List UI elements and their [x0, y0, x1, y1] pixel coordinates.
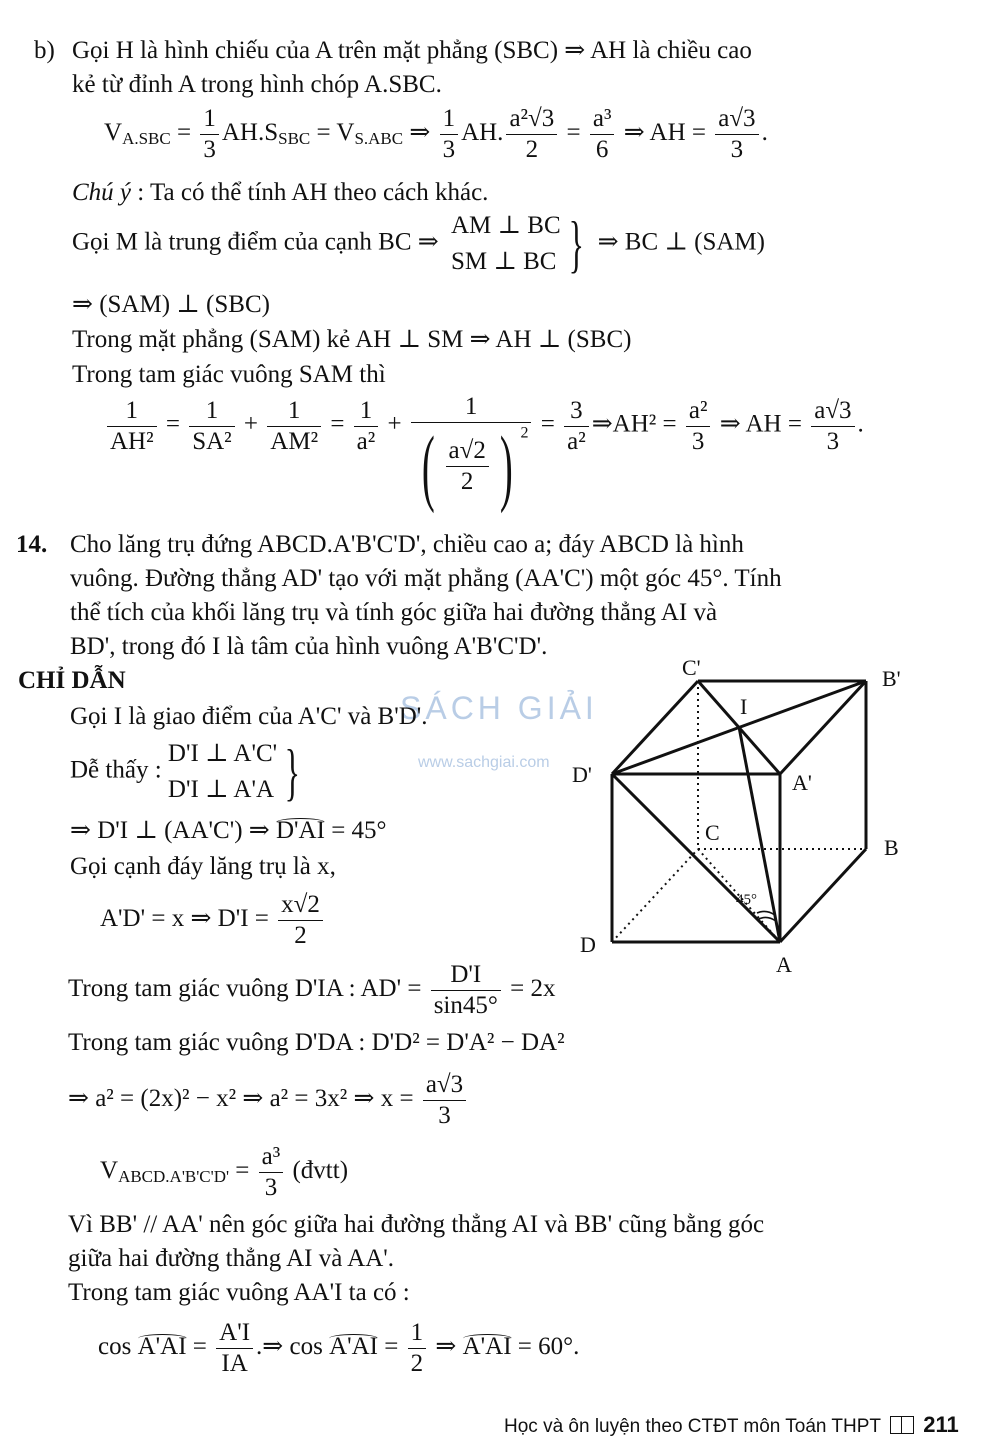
problem-line-1: Cho lăng trụ đứng ABCD.A'B'C'D', chiều cao a; đáy ABCD là hình	[70, 531, 744, 558]
watermark-logo: SÁCH GIẢI	[400, 690, 598, 726]
guide-parallel-line-2: giữa hai đường thẳng AI và AA'.	[68, 1245, 395, 1272]
guide-x-equation: ⇒ a² = (2x)² − x² ⇒ a² = 3x² ⇒ x = $\frac{a√3}{3}$	[68, 1070, 469, 1131]
guide-angle-line: ⇒ D'I ⊥ (AA'C') ⇒ D'AI = 45°	[70, 817, 387, 844]
label-angle-45: 45°	[736, 892, 757, 908]
guide-easy-see: Dễ thấy : D'I ⊥ A'C' D'I ⊥ A'A }	[70, 736, 301, 807]
guide-ad-equation: Trong tam giác vuông D'IA : AD' = $\frac{D'I}{\sin 45^\circ}$ = 2x	[68, 961, 556, 1019]
problem-line-2: vuông. Đường thẳng AD' tạo với mặt phẳng (AA'C') một góc 45°. Tính	[70, 565, 782, 592]
angle-arc-1	[757, 911, 775, 915]
guide-cos-equation: cos A'AI = $\frac{A'I}{IA}$ .⇒ cos A'AI = $\frac{1}{2}$ ⇒ A'AI = 60°.	[98, 1319, 580, 1377]
guide-parallel-line-1: Vì BB' // AA' nên góc giữa hai đường thẳng AI và BB' cũng bằng góc	[68, 1211, 765, 1238]
label-C1: C'	[682, 655, 701, 680]
problem-line-4: BD', trong đó I là tâm của hình vuông A'B'C'D'.	[70, 633, 548, 660]
angle-arc-2	[759, 917, 776, 921]
problem-line-3: thể tích của khối lăng trụ và tính góc giữa hai đường thẳng AI và	[70, 599, 718, 626]
guide-heading: CHỈ DẪN	[18, 667, 126, 694]
ah-reciprocal-equation: $\frac{1}{\text{AH²}}$ = $\frac{1}{\text{SA²}}$ + $\frac{1}{\text{AM²}}$ = $\frac{1}{\text{a²}}$ + 1 ( $\frac{a√2}{2}$ ) $^2$ = $\frac{3}{\text{a²}}$ ⇒AH² = $\frac{\text{a²}}{3}$ ⇒ AH = $\frac{a√3}{3}$ .	[104, 392, 864, 509]
footer	[504, 1412, 959, 1438]
book-icon	[890, 1416, 914, 1434]
sam-perp-line: ⇒ (SAM) ⊥ (SBC)	[72, 291, 270, 318]
label-A1: A'	[792, 770, 812, 795]
watermark-url: www.sachgiai.com	[418, 754, 550, 771]
part-b-line1: Gọi H là hình chiếu của A trên mặt phẳng (SBC) ⇒ AH là chiều cao	[72, 37, 752, 64]
page-number: 211	[923, 1412, 959, 1437]
footer-text: Học và ôn luyện theo CTĐT môn Toán THPT	[504, 1416, 881, 1437]
ah-perp-line: Trong mặt phẳng (SAM) kẻ AH ⊥ SM ⇒ AH ⊥ (SBC)	[72, 326, 632, 353]
label-C: C	[705, 820, 720, 845]
guide-dd-equation: Trong tam giác vuông D'DA : D'D² = D'A² − DA²	[68, 1029, 565, 1056]
label-D: D	[580, 932, 596, 957]
guide-line-1: Gọi I là giao điểm của A'C' và B'D'.	[70, 703, 428, 730]
label-B: B	[884, 835, 899, 860]
guide-side-line: Gọi cạnh đáy lăng trụ là x,	[70, 853, 336, 880]
label-A: A	[776, 952, 792, 977]
note-line: Chú ý : Ta có thể tính AH theo cách khác.	[72, 179, 489, 206]
volume-equation: $V_{A.SBC}$ = $\frac{1}{3}$ $AH.S_{SBC} = V_{S.ABC}$ ⇒ $\frac{1}{3}$ AH. $\frac{\text{a²√3}}{2}$ = $\frac{\text{a³}}{6}$ ⇒ AH = $\frac{a√3}{3}$ .	[104, 105, 768, 163]
midpoint-line: Gọi M là trung điểm của cạnh BC ⇒ AM ⊥ BC SM ⊥ BC } ⇒ BC ⊥ (SAM)	[72, 208, 765, 279]
label-B1: B'	[882, 666, 901, 691]
guide-di-equation: A'D' = x ⇒ D'I = $\frac{x√2}{2}$	[100, 890, 326, 951]
label-I: I	[740, 694, 748, 719]
problem-number: 14.	[16, 531, 48, 558]
guide-triangle-line: Trong tam giác vuông AA'I ta có :	[68, 1279, 410, 1306]
guide-volume-equation: $V_{ABCD.A'B'C'D'}$ = $\frac{\text{a³}}{3}$ (đvtt)	[100, 1143, 349, 1201]
label-D1: D'	[572, 762, 592, 787]
part-b-line2: kẻ từ đỉnh A trong hình chóp A.SBC.	[72, 71, 442, 98]
part-b-label: b)	[34, 37, 55, 64]
right-triangle-sam-line: Trong tam giác vuông SAM thì	[72, 361, 386, 388]
